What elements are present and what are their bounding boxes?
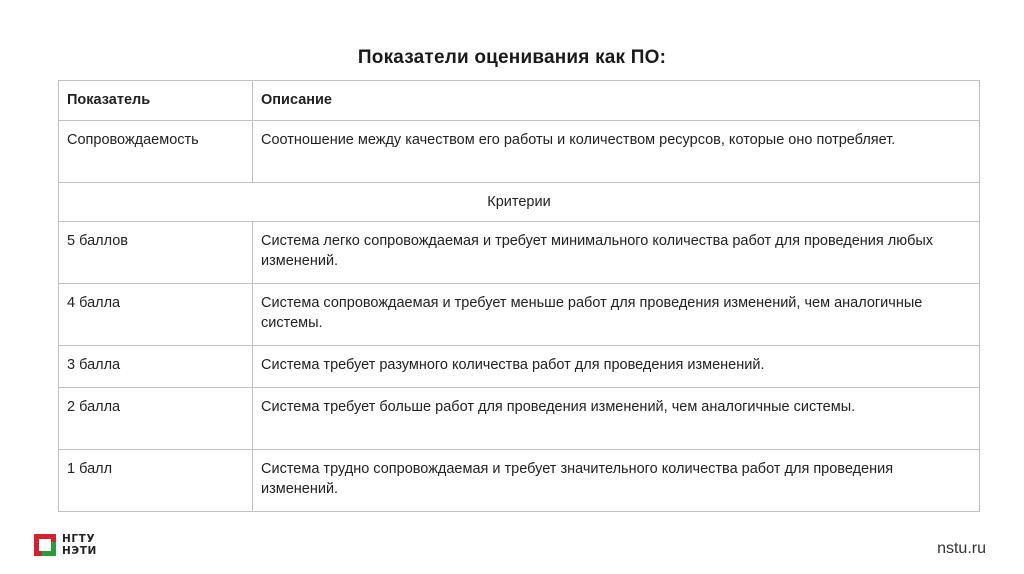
logo-wordmark [62,533,97,557]
score-cell: 4 балла [59,284,253,346]
logo-line-1: НГТУ [62,533,96,545]
metric-description-cell: Соотношение между качеством его работы и количеством ресурсов, которые оно потребляет. [253,121,980,183]
criteria-table [58,80,980,512]
score-description-cell: Система трудно сопровождаемая и требует значительного количества работ для проведения изменений. [253,450,980,512]
university-logo [34,530,97,560]
header-label-name: Показатель [67,92,151,108]
table-row [59,284,980,346]
metric-name-cell: Сопровождаемость [59,121,253,183]
score-cell: 5 баллов [59,222,253,284]
table-header-row [59,81,980,121]
slide-title: Показатели оценивания как ПО: [357,47,667,68]
table-row [59,222,980,284]
section-label-cell: Критерии [59,183,980,222]
header-cell-name [59,81,253,121]
score-cell: 1 балл [59,450,253,512]
site-url: nstu.ru [937,540,986,557]
table-row [59,450,980,512]
score-cell: 2 балла [59,388,253,450]
table-row [59,388,980,450]
score-description-cell: Система сопровождаемая и требует меньше работ для проведения изменений, чем аналогичные системы. [253,284,980,346]
score-description-cell: Система требует больше работ для проведения изменений, чем аналогичные системы. [253,388,980,450]
table-section-row [59,183,980,222]
header-cell-description [253,81,980,121]
logo-line-2: НЭТИ [62,545,97,557]
logo-mark-icon [34,534,56,556]
score-description-cell: Система легко сопровождаемая и требует минимального количества работ для проведения любых изменений. [253,222,980,284]
table-row [59,346,980,388]
score-description-cell: Система требует разумного количества работ для проведения изменений. [253,346,980,388]
header-label-description: Описание [261,92,332,108]
score-cell: 3 балла [59,346,253,388]
table-row [59,121,980,183]
